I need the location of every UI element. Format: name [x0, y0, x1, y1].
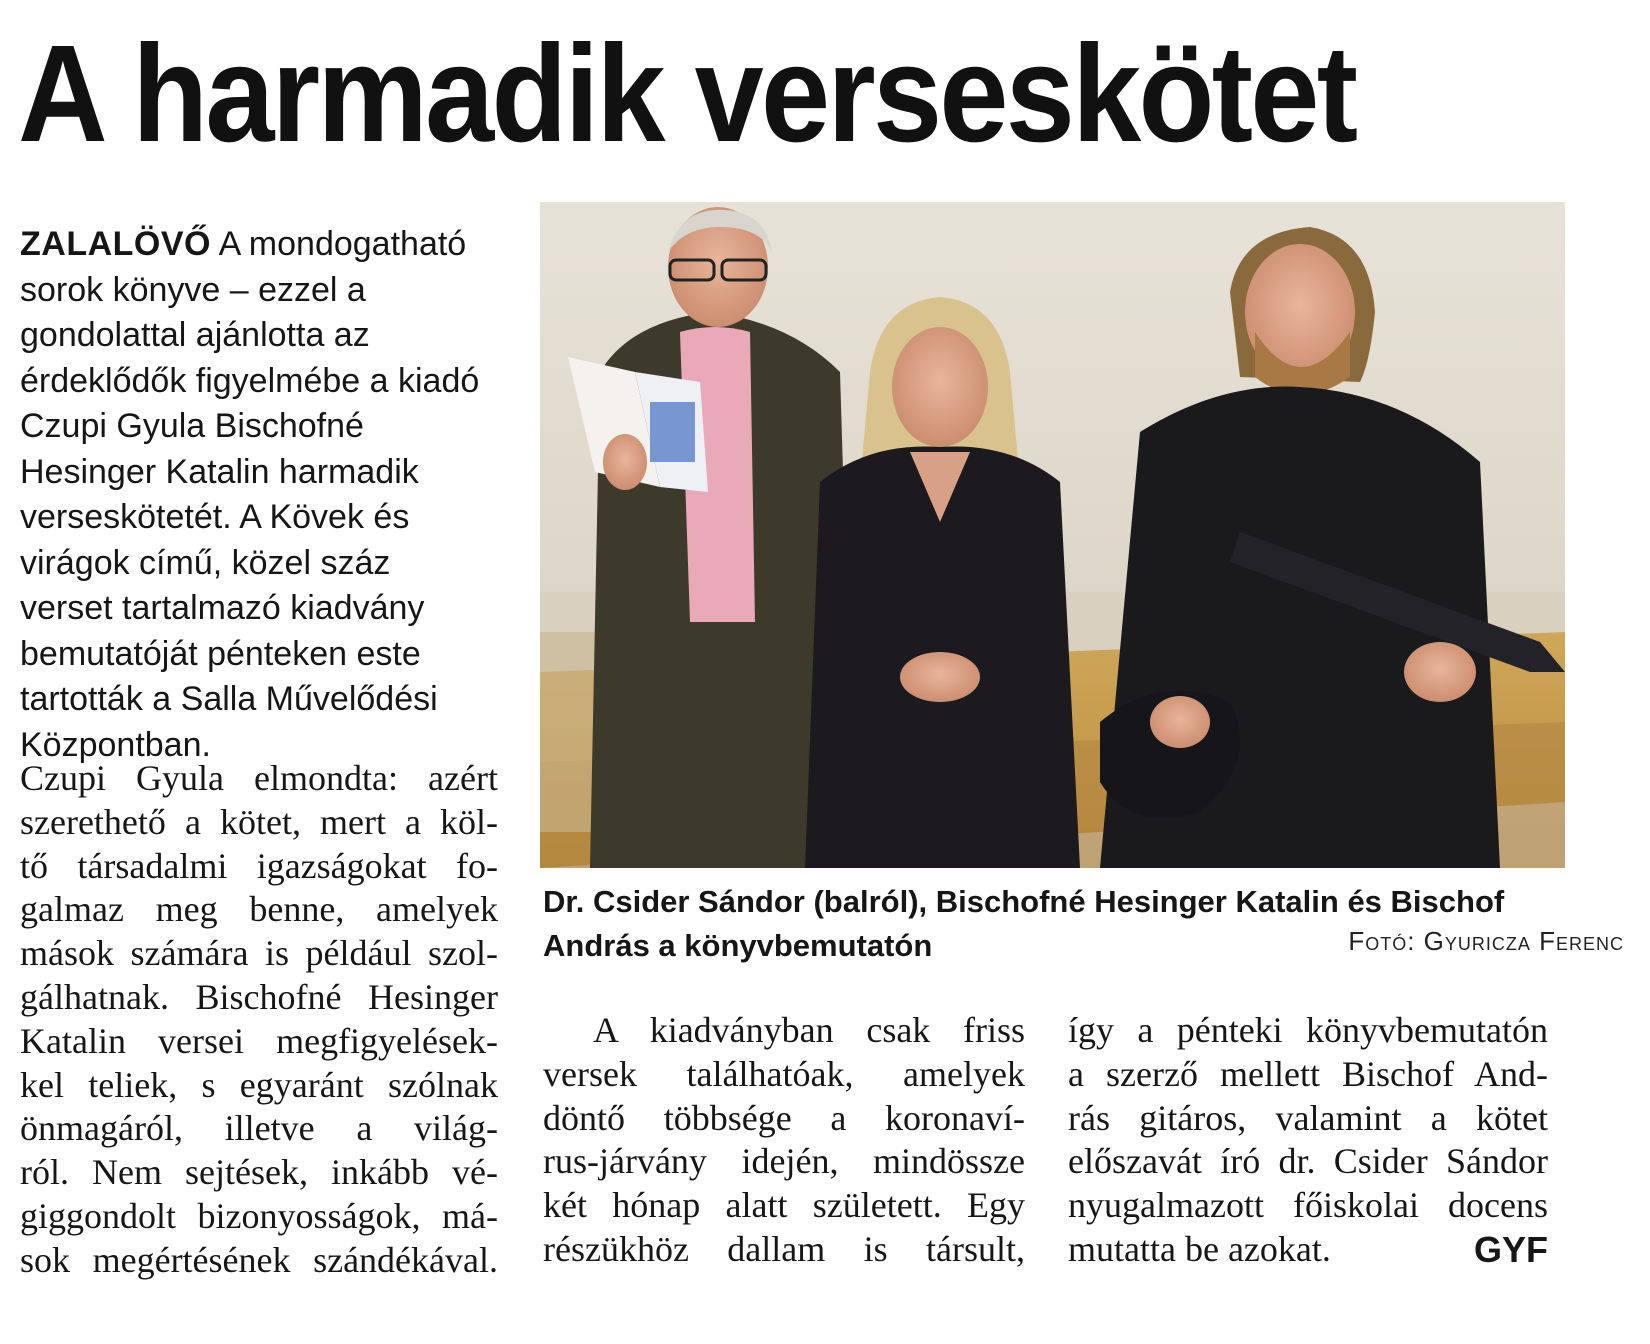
dateline: ZALALÖVŐ [20, 225, 211, 263]
text-line: sok megértésének szándékával. [20, 1239, 498, 1280]
text-line: tő társadalmi igazságokat fo- [20, 845, 498, 886]
text-line: rás gitáros, valamint a kötet [1068, 1097, 1548, 1138]
caption-line: András a könyvbemutatón [543, 928, 933, 963]
text-line: így a pénteki könyvbemutatón [1068, 1010, 1548, 1050]
text-line: előszavát író dr. Csider Sándor [1068, 1141, 1548, 1182]
body-column-2 [543, 1009, 1025, 1272]
author-signature: GYF [1473, 1228, 1548, 1270]
text-line: giggondolt bizonyosságok, má- [20, 1195, 498, 1236]
text-line: Katalin versei megfigyelések- [20, 1020, 498, 1061]
text-line: Czupi Gyula elmondta: azért [20, 758, 498, 798]
text-line: mások számára is például szol- [20, 933, 498, 974]
text-line: versek találhatóak, amelyek [543, 1053, 1025, 1094]
text-line: nyugalmazott főiskolai docens [1068, 1185, 1548, 1226]
text-line: gálhatnak. Bischofné Hesinger [20, 976, 498, 1017]
text-line: részükhöz dallam is társult, [543, 1228, 1025, 1269]
text-line: ról. Nem sejtések, inkább vé- [20, 1152, 498, 1193]
article-photo [540, 202, 1565, 868]
text-line: önmagáról, illetve a világ- [20, 1108, 498, 1149]
text-line: szerethető a kötet, mert a köl- [20, 801, 498, 842]
text-line: a szerző mellett Bischof And- [1068, 1053, 1548, 1094]
text-line: két hónap alatt született. Egy [543, 1185, 1025, 1226]
text-line: kel teliek, s egyaránt szólnak [20, 1064, 498, 1105]
text-line: A kiadványban csak friss [593, 1010, 1025, 1050]
article-headline: A harmadik verseskötet [18, 17, 1356, 171]
caption-line: Dr. Csider Sándor (balról), Bischofné Hesinger Katalin és Bischof [543, 884, 1505, 919]
lead-paragraph [20, 222, 490, 768]
text-line: galmaz meg benne, amelyek [20, 889, 498, 930]
body-column-1 [20, 757, 498, 1283]
text-line: döntő többsége a koronaví- [543, 1097, 1025, 1138]
body-column-3 [1068, 1009, 1548, 1272]
last-line-text: mutatta be azokat. [1068, 1228, 1331, 1269]
lead-text: A mondogatható sorok könyve – ezzel a gondolattal ajánlotta az érdeklődők figyelmébe a kiadó Czupi Gyula Bischofné Hesinger Katalin harmadik verseskötetét. A Kövek és virágok című, közel száz verset tartalmazó kiadvány bemutatóját pénteken este tartották a Salla Művelődési Központban. [20, 225, 480, 764]
photo-credit: Fotó: Gyuricza Ferenc [1348, 926, 1624, 956]
photo-image [540, 202, 1565, 868]
text-line [1068, 1228, 1548, 1272]
text-line: rus-járvány idején, mindössze [543, 1141, 1025, 1182]
